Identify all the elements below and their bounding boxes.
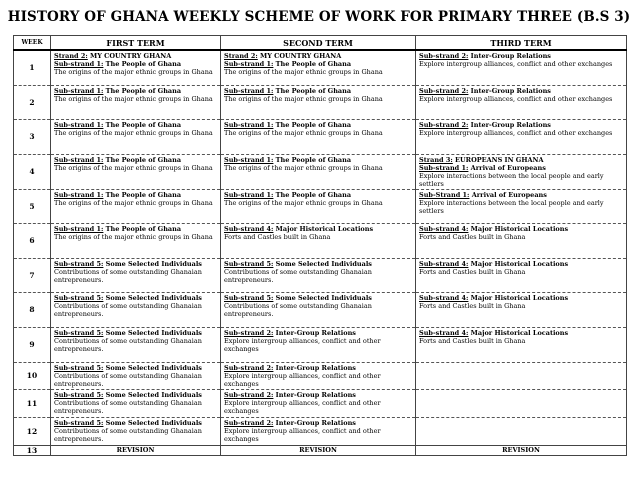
header-row bbox=[14, 36, 627, 51]
strand-description: Explore interactions between the local people and early settlers bbox=[419, 198, 604, 215]
strand-title: Major Historical Locations bbox=[468, 259, 569, 268]
week-number: 5 bbox=[14, 189, 51, 223]
strand-heading bbox=[224, 419, 413, 427]
cell-content bbox=[51, 259, 220, 285]
table-row bbox=[14, 362, 627, 389]
week-number: 11 bbox=[14, 389, 51, 417]
cell-third-term bbox=[416, 327, 627, 362]
week-number: 9 bbox=[14, 327, 51, 362]
cell-first-term bbox=[51, 417, 221, 445]
strand-label: Sub-strand 5: bbox=[224, 259, 274, 268]
cell-content bbox=[221, 390, 415, 416]
strand-title: Some Selected Individuals bbox=[103, 363, 202, 372]
strand-title: The People of Ghana bbox=[273, 155, 352, 164]
cell-third-term bbox=[416, 154, 627, 189]
cell-third-term bbox=[416, 362, 627, 389]
cell-third-term bbox=[416, 85, 627, 119]
strand-description: Forts and Castles built in Ghana bbox=[419, 336, 526, 345]
strand-description: Contributions of some outstanding Ghanaian entrepreneurs. bbox=[54, 398, 202, 415]
strand-label: Sub-strand 1: bbox=[54, 60, 104, 69]
strand-heading bbox=[224, 260, 413, 268]
strand-label: Sub-strand 1: bbox=[54, 120, 104, 129]
strand-label: Sub-strand 5: bbox=[54, 328, 104, 337]
table-row bbox=[14, 258, 627, 292]
cell-content bbox=[51, 190, 220, 207]
cell-first-term bbox=[51, 327, 221, 362]
table-row bbox=[14, 223, 627, 258]
cell-third-term bbox=[416, 50, 627, 85]
strand-heading bbox=[419, 260, 624, 268]
strand-description: Contributions of some outstanding Ghanaian entrepreneurs. bbox=[54, 301, 202, 318]
strand-heading bbox=[54, 225, 218, 233]
week-number: 10 bbox=[14, 362, 51, 389]
strand-heading bbox=[419, 87, 624, 95]
cell-second-term bbox=[221, 189, 416, 223]
header-second-term: SECOND TERM bbox=[221, 36, 416, 51]
table-row bbox=[14, 50, 627, 85]
strand-label: Sub-strand 4: bbox=[224, 224, 274, 233]
strand-title: The People of Ghana bbox=[273, 120, 352, 129]
cell-first-term bbox=[51, 154, 221, 189]
strand-label: Sub-strand 4: bbox=[419, 259, 469, 268]
strand-heading bbox=[54, 156, 218, 164]
cell-content bbox=[51, 86, 220, 103]
strand-heading bbox=[54, 364, 218, 372]
week-number: 2 bbox=[14, 85, 51, 119]
strand-heading bbox=[224, 329, 413, 337]
strand-label: Sub-strand 2: bbox=[224, 390, 274, 399]
scheme-table bbox=[13, 35, 627, 456]
cell-second-term bbox=[221, 389, 416, 417]
cell-second-term bbox=[221, 327, 416, 362]
strand-label: Sub-strand 1: bbox=[54, 224, 104, 233]
cell-content bbox=[416, 190, 626, 216]
strand-label: Sub-strand 1: bbox=[54, 155, 104, 164]
cell-third-term bbox=[416, 119, 627, 154]
cell-third-term bbox=[416, 258, 627, 292]
strand-label: Sub-strand 1: bbox=[419, 163, 469, 172]
strand-description: Explore intergroup alliances, conflict and other exchanges bbox=[419, 60, 613, 69]
cell-content bbox=[51, 293, 220, 319]
strand-heading bbox=[224, 87, 413, 95]
strand-description: The origins of the major ethnic groups in Ghana bbox=[54, 232, 213, 241]
strand-heading bbox=[54, 391, 218, 399]
cell-content bbox=[51, 363, 220, 389]
cell-content bbox=[221, 86, 415, 103]
strand-title: The People of Ghana bbox=[103, 224, 182, 233]
cell-content bbox=[416, 418, 626, 419]
header-first-term: FIRST TERM bbox=[51, 36, 221, 51]
strand-title: MY COUNTRY GHANA bbox=[257, 52, 342, 60]
strand-title: Some Selected Individuals bbox=[103, 390, 202, 399]
header-third-term: THIRD TERM bbox=[416, 36, 627, 51]
strand-heading bbox=[54, 419, 218, 427]
cell-second-term bbox=[221, 292, 416, 327]
week-number: 3 bbox=[14, 119, 51, 154]
cell-content bbox=[221, 224, 415, 241]
strand-label: Sub-strand 2: bbox=[419, 52, 469, 60]
cell-first-term bbox=[51, 258, 221, 292]
week-number: 7 bbox=[14, 258, 51, 292]
strand-description: Forts and Castles built in Ghana bbox=[224, 232, 331, 241]
table-body bbox=[14, 50, 627, 455]
strand-label: Sub-strand 1: bbox=[224, 120, 274, 129]
strand-title: Major Historical Locations bbox=[468, 224, 569, 233]
cell-third-term bbox=[416, 417, 627, 445]
strand-label: Sub-strand 5: bbox=[224, 293, 274, 302]
cell-third-term bbox=[416, 189, 627, 223]
cell-content bbox=[416, 51, 626, 68]
cell-content bbox=[416, 363, 626, 364]
cell-content bbox=[221, 51, 415, 77]
strand-title: Major Historical Locations bbox=[468, 293, 569, 302]
strand-label: Sub-strand 5: bbox=[54, 418, 104, 427]
strand-title: Some Selected Individuals bbox=[103, 293, 202, 302]
cell-content bbox=[221, 418, 415, 444]
revision-third-term: REVISION bbox=[416, 445, 627, 455]
strand-description: Contributions of some outstanding Ghanaian entrepreneurs. bbox=[54, 336, 202, 353]
strand-label: Sub-strand 2: bbox=[224, 363, 274, 372]
table-row bbox=[14, 417, 627, 445]
strand-title: The People of Ghana bbox=[103, 190, 182, 199]
strand-label: Sub-strand 2: bbox=[419, 120, 469, 129]
strand-label: Sub-strand 1: bbox=[224, 155, 274, 164]
strand-heading bbox=[419, 294, 624, 302]
cell-second-term bbox=[221, 223, 416, 258]
cell-content bbox=[51, 120, 220, 137]
strand-label: Sub-strand 2: bbox=[419, 86, 469, 95]
strand-label: Sub-strand 2: bbox=[224, 328, 274, 337]
table-row bbox=[14, 189, 627, 223]
strand-heading bbox=[419, 329, 624, 337]
cell-content bbox=[416, 224, 626, 241]
strand-title: Inter-Group Relations bbox=[468, 52, 551, 60]
week-number: 13 bbox=[14, 445, 51, 455]
strand-description: The origins of the major ethnic groups in Ghana bbox=[54, 94, 213, 103]
cell-second-term bbox=[221, 50, 416, 85]
strand-title: The People of Ghana bbox=[273, 190, 352, 199]
cell-content bbox=[416, 293, 626, 310]
strand-description: Contributions of some outstanding Ghanaian entrepreneurs. bbox=[54, 267, 202, 284]
strand-heading bbox=[224, 121, 413, 129]
cell-second-term bbox=[221, 154, 416, 189]
cell-content bbox=[51, 418, 220, 444]
strand-title: EUROPEANS IN GHANA bbox=[452, 155, 544, 164]
cell-content bbox=[221, 328, 415, 354]
strand-description: Contributions of some outstanding Ghanaian entrepreneurs. bbox=[54, 426, 202, 443]
strand-description: The origins of the major ethnic groups in Ghana bbox=[54, 163, 213, 172]
strand-heading bbox=[54, 121, 218, 129]
table-row bbox=[14, 389, 627, 417]
cell-first-term bbox=[51, 362, 221, 389]
strand-title: The People of Ghana bbox=[103, 60, 182, 69]
cell-content bbox=[221, 120, 415, 137]
strand-heading bbox=[224, 225, 413, 233]
strand-description: Contributions of some outstanding Ghanaian entrepreneurs. bbox=[54, 371, 202, 388]
strand-description: The origins of the major ethnic groups in Ghana bbox=[224, 163, 383, 172]
strand-heading bbox=[54, 294, 218, 302]
cell-third-term bbox=[416, 223, 627, 258]
cell-second-term bbox=[221, 258, 416, 292]
strand-title: Arrival of Europeans bbox=[468, 163, 546, 172]
strand-description: Explore intergroup alliances, conflict and other exchanges bbox=[224, 371, 381, 388]
strand-heading bbox=[224, 191, 413, 199]
strand-description: Explore intergroup alliances, conflict and other exchanges bbox=[419, 128, 613, 137]
cell-third-term bbox=[416, 389, 627, 417]
strand-label: Sub-strand 5: bbox=[54, 363, 104, 372]
strand-label: Sub-strand 1: bbox=[54, 86, 104, 95]
strand-heading bbox=[419, 164, 624, 172]
strand-heading bbox=[224, 294, 413, 302]
table-row bbox=[14, 154, 627, 189]
cell-content bbox=[221, 259, 415, 285]
strand-title: The People of Ghana bbox=[103, 120, 182, 129]
cell-first-term bbox=[51, 50, 221, 85]
strand-heading bbox=[54, 52, 218, 60]
cell-third-term bbox=[416, 292, 627, 327]
strand-description: Contributions of some outstanding Ghanaian entrepreneurs. bbox=[224, 301, 372, 318]
strand-label: Sub-strand 5: bbox=[54, 259, 104, 268]
cell-content bbox=[416, 120, 626, 137]
strand-title: The People of Ghana bbox=[273, 60, 352, 69]
cell-first-term bbox=[51, 85, 221, 119]
strand-title: Some Selected Individuals bbox=[103, 418, 202, 427]
strand-title: Inter-Group Relations bbox=[273, 390, 356, 399]
strand-heading bbox=[419, 156, 624, 164]
strand-description: The origins of the major ethnic groups in Ghana bbox=[224, 68, 383, 77]
week-number: 4 bbox=[14, 154, 51, 189]
cell-content bbox=[51, 155, 220, 172]
strand-label: Sub-strand 4: bbox=[419, 328, 469, 337]
cell-content bbox=[51, 51, 220, 77]
strand-heading bbox=[54, 60, 218, 68]
strand-label: Sub-strand 1: bbox=[54, 190, 104, 199]
strand-heading bbox=[54, 87, 218, 95]
strand-description: Explore intergroup alliances, conflict and other exchanges bbox=[224, 398, 381, 415]
strand-heading bbox=[224, 52, 413, 60]
week-number: 6 bbox=[14, 223, 51, 258]
cell-second-term bbox=[221, 362, 416, 389]
strand-heading bbox=[224, 364, 413, 372]
cell-content bbox=[416, 259, 626, 276]
strand-title: Inter-Group Relations bbox=[273, 328, 356, 337]
strand-title: Inter-Group Relations bbox=[468, 120, 551, 129]
strand-label: Sub-Strand 1: bbox=[419, 190, 470, 199]
cell-content bbox=[221, 293, 415, 319]
cell-first-term bbox=[51, 292, 221, 327]
strand-title: Some Selected Individuals bbox=[103, 259, 202, 268]
strand-description: The origins of the major ethnic groups in Ghana bbox=[54, 128, 213, 137]
strand-heading bbox=[54, 329, 218, 337]
strand-description: Forts and Castles built in Ghana bbox=[419, 267, 526, 276]
strand-label: Sub-strand 5: bbox=[54, 390, 104, 399]
strand-description: The origins of the major ethnic groups in Ghana bbox=[224, 128, 383, 137]
strand-label: Sub-strand 1: bbox=[224, 60, 274, 69]
cell-second-term bbox=[221, 119, 416, 154]
strand-label: Sub-strand 2: bbox=[224, 418, 274, 427]
strand-description: Contributions of some outstanding Ghanaian entrepreneurs. bbox=[224, 267, 372, 284]
strand-heading bbox=[224, 391, 413, 399]
cell-content bbox=[416, 155, 626, 189]
week-number: 8 bbox=[14, 292, 51, 327]
cell-content bbox=[416, 328, 626, 345]
revision-row bbox=[14, 445, 627, 455]
table-row bbox=[14, 85, 627, 119]
page-title: HISTORY OF GHANA WEEKLY SCHEME OF WORK FOR PRIMARY THREE (B.S 3) bbox=[7, 9, 631, 25]
cell-first-term bbox=[51, 223, 221, 258]
strand-label: Sub-strand 5: bbox=[54, 293, 104, 302]
strand-heading bbox=[419, 225, 624, 233]
strand-heading bbox=[419, 191, 624, 199]
strand-title: Inter-Group Relations bbox=[273, 363, 356, 372]
strand-heading bbox=[224, 156, 413, 164]
revision-second-term: REVISION bbox=[221, 445, 416, 455]
cell-first-term bbox=[51, 389, 221, 417]
cell-first-term bbox=[51, 189, 221, 223]
cell-content bbox=[221, 155, 415, 172]
strand-heading bbox=[419, 121, 624, 129]
strand-description: The origins of the major ethnic groups in Ghana bbox=[224, 94, 383, 103]
strand-title: The People of Ghana bbox=[103, 86, 182, 95]
strand-description: Explore intergroup alliances, conflict and other exchanges bbox=[224, 336, 381, 353]
table-row bbox=[14, 327, 627, 362]
strand-heading bbox=[54, 260, 218, 268]
cell-content bbox=[416, 86, 626, 103]
strand-title: The People of Ghana bbox=[273, 86, 352, 95]
header-week: WEEK bbox=[14, 36, 51, 51]
strand-title: Some Selected Individuals bbox=[273, 259, 372, 268]
week-number: 12 bbox=[14, 417, 51, 445]
strand-title: Major Historical Locations bbox=[468, 328, 569, 337]
strand-description: Explore intergroup alliances, conflict and other exchanges bbox=[224, 426, 381, 443]
cell-content bbox=[416, 390, 626, 391]
cell-second-term bbox=[221, 85, 416, 119]
strand-label: Sub-strand 1: bbox=[224, 86, 274, 95]
cell-second-term bbox=[221, 417, 416, 445]
strand-label: Strand 2: bbox=[224, 52, 258, 60]
strand-title: MY COUNTRY GHANA bbox=[87, 52, 172, 60]
strand-heading bbox=[224, 60, 413, 68]
cell-first-term bbox=[51, 119, 221, 154]
strand-title: Inter-Group Relations bbox=[468, 86, 551, 95]
strand-title: Inter-Group Relations bbox=[273, 418, 356, 427]
cell-content bbox=[51, 224, 220, 241]
strand-description: The origins of the major ethnic groups in Ghana bbox=[54, 68, 213, 77]
table-row bbox=[14, 292, 627, 327]
strand-label: Strand 3: bbox=[419, 155, 453, 164]
strand-description: Forts and Castles built in Ghana bbox=[419, 301, 526, 310]
strand-description: Explore intergroup alliances, conflict and other exchanges bbox=[419, 94, 613, 103]
strand-label: Sub-strand 4: bbox=[419, 293, 469, 302]
strand-title: Arrival of Europeans bbox=[469, 190, 547, 199]
strand-title: Major Historical Locations bbox=[273, 224, 374, 233]
strand-heading bbox=[54, 191, 218, 199]
strand-description: Forts and Castles built in Ghana bbox=[419, 232, 526, 241]
strand-heading bbox=[419, 52, 624, 60]
table-row bbox=[14, 119, 627, 154]
cell-content bbox=[51, 390, 220, 416]
cell-content bbox=[221, 363, 415, 389]
cell-content bbox=[221, 190, 415, 207]
revision-first-term: REVISION bbox=[51, 445, 221, 455]
strand-title: Some Selected Individuals bbox=[273, 293, 372, 302]
strand-label: Strand 2: bbox=[54, 52, 88, 60]
strand-description: The origins of the major ethnic groups in Ghana bbox=[224, 198, 383, 207]
strand-label: Sub-strand 1: bbox=[224, 190, 274, 199]
strand-title: The People of Ghana bbox=[103, 155, 182, 164]
strand-description: The origins of the major ethnic groups in Ghana bbox=[54, 198, 213, 207]
strand-label: Sub-strand 4: bbox=[419, 224, 469, 233]
strand-title: Some Selected Individuals bbox=[103, 328, 202, 337]
week-number: 1 bbox=[14, 50, 51, 85]
cell-content bbox=[51, 328, 220, 354]
strand-description: Explore interactions between the local people and early settlers bbox=[419, 171, 604, 189]
